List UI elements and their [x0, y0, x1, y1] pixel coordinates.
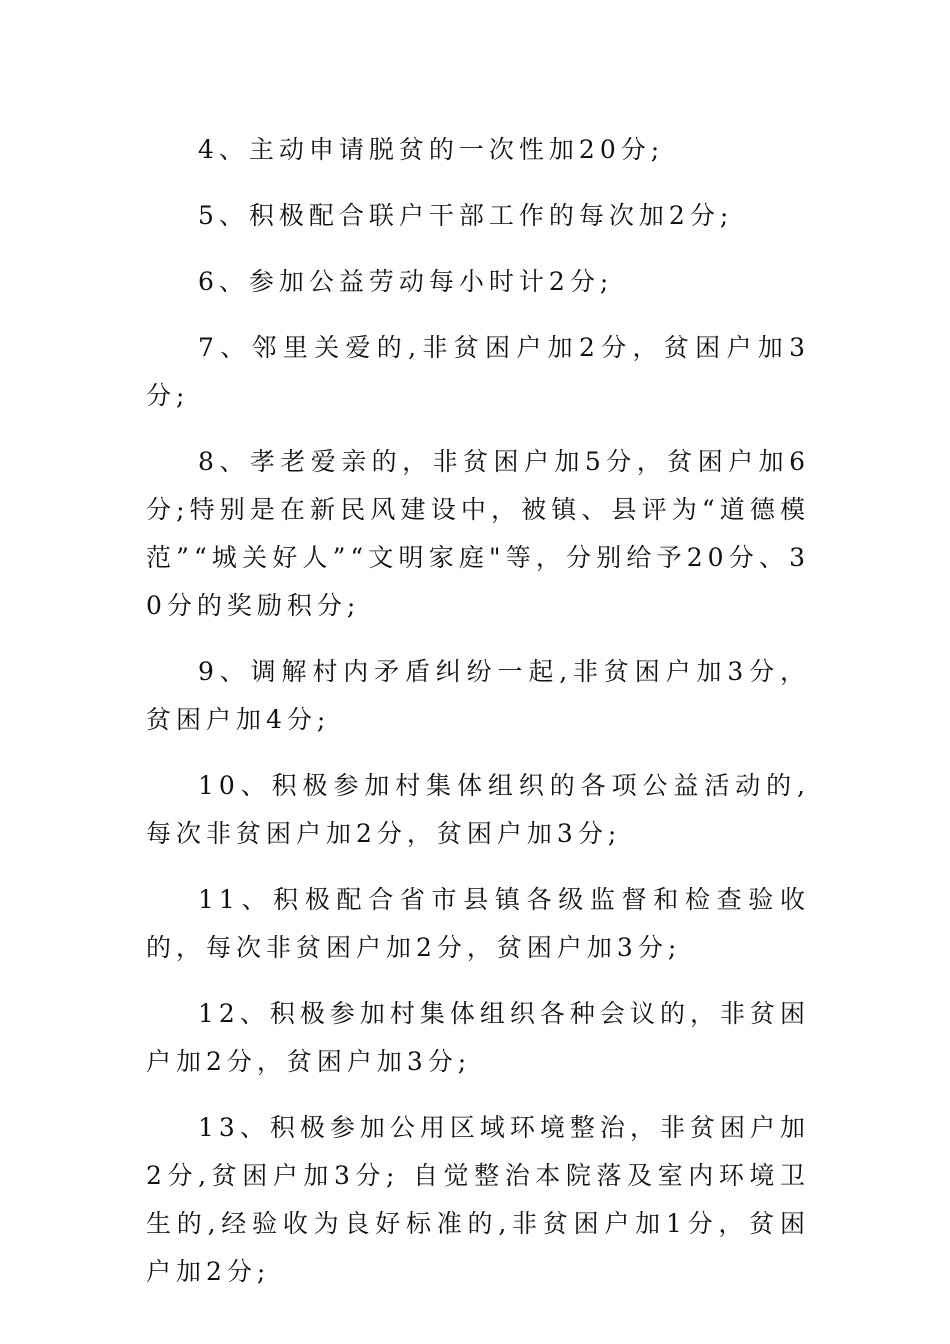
- rule-item-10: 10、积极参加村集体组织的各项公益活动的,每次非贫困户加2分，贫困户加3分;: [146, 771, 810, 848]
- rule-item-9: 9、调解村内矛盾纠纷一起,非贫困户加3分，贫困户加4分;: [146, 657, 810, 734]
- rule-item-5: 5、积极配合联户干部工作的每次加2分;: [198, 201, 734, 230]
- document-body: [146, 126, 810, 1314]
- rule-item-11: 11、积极配合省市县镇各级监督和检查验收的，每次非贫困户加2分，贫困户加3分;: [146, 885, 810, 962]
- rule-item-12: 12、积极参加村集体组织各种会议的，非贫困户加2分，贫困户加3分;: [146, 999, 810, 1076]
- rule-item-4: 4、主动申请脱贫的一次性加20分;: [198, 135, 665, 164]
- rule-item-8: 8、孝老爱亲的，非贫困户加5分，贫困户加6分;特别是在新民风建设中，被镇、县评为“道德模范”“城关好人”“文明家庭"等，分别给予20分、30分的奖励积分;: [146, 447, 810, 620]
- rule-item-13: 13、积极参加公用区域环境整治，非贫困户加2分,贫困户加3分; 自觉整治本院落及室内环境卫生的,经验收为良好标准的,非贫困户加1分，贫困户加2分;: [146, 1113, 810, 1286]
- rule-item-6: 6、参加公益劳动每小时计2分;: [198, 267, 614, 296]
- rule-item-7: 7、邻里关爱的,非贫困户加2分，贫困户加3分;: [146, 333, 810, 410]
